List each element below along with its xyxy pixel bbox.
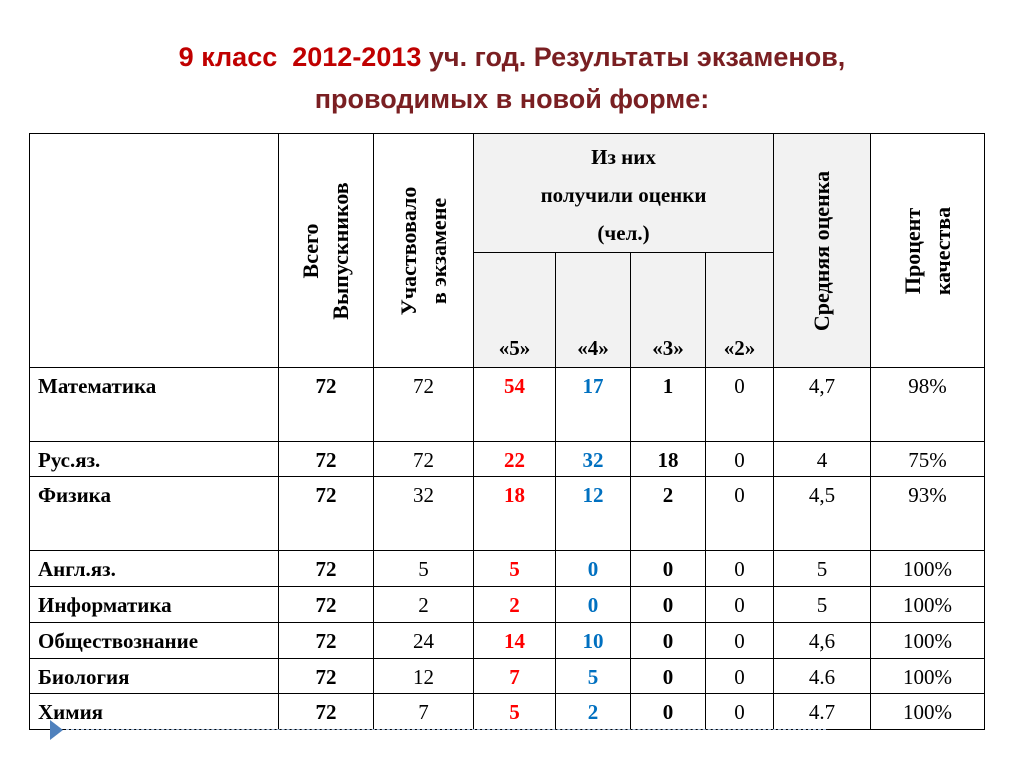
cell-average: 5 — [774, 587, 871, 623]
cell-total: 72 — [279, 477, 374, 551]
cell-quality: 75% — [871, 442, 985, 477]
cell-quality: 98% — [871, 368, 985, 442]
cell-average: 4,5 — [774, 477, 871, 551]
cell-grade-5: 5 — [474, 551, 556, 587]
cell-grade-5: 22 — [474, 442, 556, 477]
cell-participated: 32 — [374, 477, 474, 551]
cell-participated: 24 — [374, 623, 474, 659]
title-suffix: уч. год. Результаты экзаменов, — [428, 42, 846, 72]
cell-grade-5: 54 — [474, 368, 556, 442]
cell-average: 4,6 — [774, 623, 871, 659]
cell-grade-4: 32 — [556, 442, 631, 477]
cell-total: 72 — [279, 551, 374, 587]
cell-grade-5: 18 — [474, 477, 556, 551]
cell-total: 72 — [279, 623, 374, 659]
cell-grade-4: 12 — [556, 477, 631, 551]
cell-grade-2: 0 — [706, 623, 774, 659]
cell-quality: 100% — [871, 587, 985, 623]
cell-average: 4.7 — [774, 694, 871, 730]
cell-participated: 12 — [374, 659, 474, 694]
cell-subject: Химия — [30, 694, 279, 730]
header-grades-group: Из них получили оценки (чел.) — [474, 134, 774, 253]
table-row — [30, 587, 985, 623]
cell-average: 5 — [774, 551, 871, 587]
table-row — [30, 477, 985, 551]
table-row — [30, 623, 985, 659]
cell-grade-5: 14 — [474, 623, 556, 659]
table-row — [30, 551, 985, 587]
title-line-1 — [0, 36, 1024, 78]
cell-grade-4: 17 — [556, 368, 631, 442]
cell-subject: Математика — [30, 368, 279, 442]
cell-grade-5: 5 — [474, 694, 556, 730]
cell-average: 4 — [774, 442, 871, 477]
cell-total: 72 — [279, 694, 374, 730]
cell-average: 4.6 — [774, 659, 871, 694]
header-participated: Участвовало в экзамене — [374, 134, 474, 368]
title-line-2: проводимых в новой форме: — [314, 84, 710, 114]
cell-quality: 100% — [871, 694, 985, 730]
cell-grade-3: 0 — [631, 659, 706, 694]
cell-grade-2: 0 — [706, 477, 774, 551]
play-triangle-icon — [50, 720, 63, 740]
table-body — [30, 368, 985, 730]
header-grade-4: «4» — [556, 253, 631, 368]
cell-grade-2: 0 — [706, 442, 774, 477]
cell-grade-2: 0 — [706, 694, 774, 730]
cell-quality: 100% — [871, 623, 985, 659]
cell-subject: Англ.яз. — [30, 551, 279, 587]
cell-grade-3: 0 — [631, 694, 706, 730]
cell-grade-2: 0 — [706, 587, 774, 623]
cell-grade-3: 1 — [631, 368, 706, 442]
header-grade-3: «3» — [631, 253, 706, 368]
table-row — [30, 368, 985, 442]
cell-subject: Физика — [30, 477, 279, 551]
cell-participated: 2 — [374, 587, 474, 623]
cell-grade-2: 0 — [706, 659, 774, 694]
cell-grade-3: 0 — [631, 587, 706, 623]
cell-grade-2: 0 — [706, 551, 774, 587]
slide-title — [0, 36, 1024, 120]
cell-grade-4: 2 — [556, 694, 631, 730]
title-grade: 9 класс — [178, 42, 278, 72]
cell-grade-3: 0 — [631, 551, 706, 587]
cell-grade-3: 2 — [631, 477, 706, 551]
header-quality: Процент качества — [871, 134, 985, 368]
header-grade-5: «5» — [474, 253, 556, 368]
dashed-guide-line — [66, 729, 826, 730]
table-row — [30, 659, 985, 694]
title-year: 2012-2013 — [292, 42, 422, 72]
cell-grade-4: 5 — [556, 659, 631, 694]
cell-quality: 100% — [871, 551, 985, 587]
cell-grade-5: 7 — [474, 659, 556, 694]
table-row — [30, 442, 985, 477]
cell-grade-4: 10 — [556, 623, 631, 659]
cell-grade-5: 2 — [474, 587, 556, 623]
cell-total: 72 — [279, 587, 374, 623]
cell-total: 72 — [279, 659, 374, 694]
cell-grade-3: 18 — [631, 442, 706, 477]
cell-subject: Обществознание — [30, 623, 279, 659]
cell-grade-3: 0 — [631, 623, 706, 659]
cell-subject: Рус.яз. — [30, 442, 279, 477]
header-corner — [30, 134, 279, 368]
cell-grade-4: 0 — [556, 551, 631, 587]
cell-total: 72 — [279, 442, 374, 477]
cell-subject: Биология — [30, 659, 279, 694]
cell-participated: 72 — [374, 442, 474, 477]
header-total-graduates: Всего Выпускников — [279, 134, 374, 368]
header-average: Средняя оценка — [774, 134, 871, 368]
cell-total: 72 — [279, 368, 374, 442]
cell-grade-2: 0 — [706, 368, 774, 442]
cell-participated: 7 — [374, 694, 474, 730]
cell-quality: 100% — [871, 659, 985, 694]
header-grade-2: «2» — [706, 253, 774, 368]
cell-subject: Информатика — [30, 587, 279, 623]
cell-average: 4,7 — [774, 368, 871, 442]
table-row — [30, 694, 985, 730]
cell-participated: 72 — [374, 368, 474, 442]
exam-results-table — [29, 133, 985, 730]
cell-quality: 93% — [871, 477, 985, 551]
cell-participated: 5 — [374, 551, 474, 587]
cell-grade-4: 0 — [556, 587, 631, 623]
